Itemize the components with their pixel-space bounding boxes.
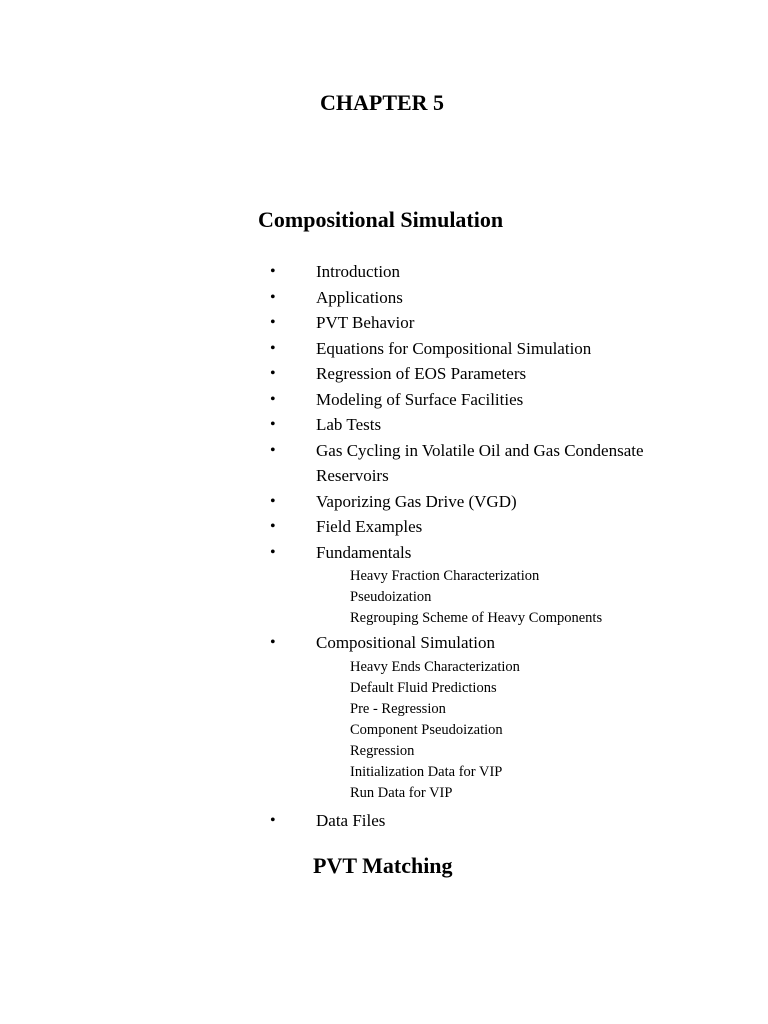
subtopic-list: [316, 565, 676, 630]
topic-label: Fundamentals: [316, 542, 412, 562]
bullet-icon: •: [270, 492, 276, 510]
topic-item: [0, 489, 676, 515]
topic-item: [0, 438, 676, 489]
topic-item: [0, 514, 676, 540]
topic-label: Field Examples: [316, 517, 423, 536]
bullet-icon: •: [270, 441, 276, 459]
topic-label: Compositional Simulation: [316, 633, 495, 652]
topic-item-compositional-simulation: [0, 630, 676, 805]
topic-label: Introduction: [316, 262, 401, 281]
topic-item: [0, 336, 676, 362]
bullet-icon: •: [270, 390, 276, 408]
topic-label: Regression of EOS Parameters: [316, 364, 527, 383]
topic-label: Equations for Compositional Simulation: [316, 338, 592, 358]
bullet-icon: •: [270, 365, 276, 382]
topic-item: [0, 387, 676, 413]
topic-label: Data Files: [316, 810, 386, 830]
bullet-icon: •: [270, 288, 276, 306]
subtopic-item: Regression: [350, 742, 415, 759]
subtopic-item: Pseudoization: [350, 589, 432, 605]
subtopic-item: Heavy Ends Characterization: [350, 658, 520, 675]
bullet-icon: •: [270, 263, 276, 280]
topic-label: Vaporizing Gas Drive (VGD): [316, 491, 517, 511]
subtopic-item: Default Fluid Predictions: [350, 679, 497, 696]
topic-item: [0, 259, 676, 285]
topic-item-fundamentals: [0, 540, 676, 631]
topic-list: [0, 259, 768, 833]
bullet-icon: •: [270, 543, 276, 561]
subtopic-item: Regrouping Scheme of Heavy Components: [350, 610, 603, 626]
subtopic-item: Pre - Regression: [350, 700, 446, 717]
bullet-icon: •: [270, 339, 276, 357]
bullet-icon: •: [270, 416, 276, 433]
subtopic-item: Run Data for VIP: [350, 784, 453, 801]
topic-label: Applications: [316, 287, 403, 307]
bullet-icon: •: [270, 314, 276, 331]
subtopic-item: Component Pseudoization: [350, 721, 503, 738]
section-title: Compositional Simulation: [258, 207, 504, 232]
topic-label: Lab Tests: [316, 415, 382, 434]
topic-label: Modeling of Surface Facilities: [316, 389, 524, 409]
subtopic-item: Initialization Data for VIP: [350, 763, 503, 780]
topic-item: [0, 412, 676, 438]
topic-item: [0, 361, 676, 387]
chapter-heading: CHAPTER 5: [320, 90, 445, 115]
bullet-icon: •: [270, 634, 276, 651]
topic-label: Gas Cycling in Volatile Oil and Gas Condensate Reservoirs: [316, 440, 644, 485]
topic-item: [0, 808, 676, 834]
next-section-title: PVT Matching: [313, 853, 453, 878]
topic-item: [0, 285, 676, 311]
topic-label: PVT Behavior: [316, 313, 415, 332]
subtopic-item: Heavy Fraction Characterization: [350, 568, 540, 584]
topic-item: [0, 310, 676, 336]
bullet-icon: •: [270, 811, 276, 829]
bullet-icon: •: [270, 518, 276, 535]
subtopic-list: [316, 656, 676, 805]
